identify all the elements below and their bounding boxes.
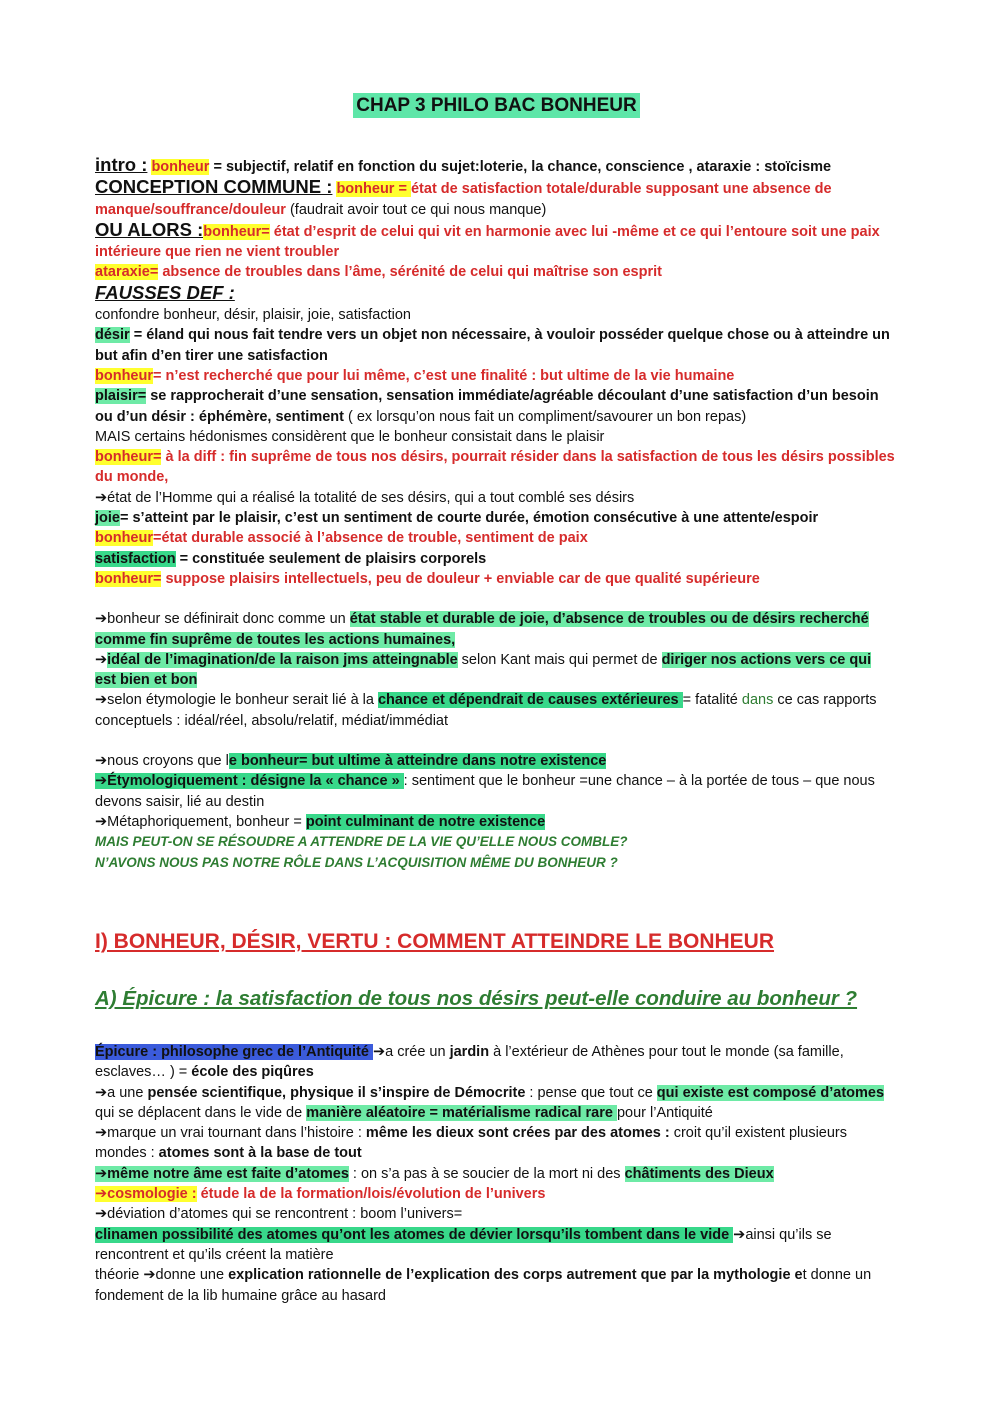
conception-label: CONCEPTION COMMUNE : (95, 176, 333, 198)
e7-highlight: clinamen possibilité des atomes qu’ont les atomes de dévier lorsqu’ils tombent dans le vide (95, 1226, 734, 1243)
bonheur3-def: =état durable associé à l’absence de trouble, sentiment de paix (153, 530, 588, 547)
plaisir-def: se rapprocherait d’une sensation, sensation immédiate/agréable découlant d’une satisfaction d’un besoin ou d’un désir : éphémère, sentiment (95, 388, 879, 425)
oualors-line (95, 220, 895, 263)
def1-highlight: état stable et durable de joie, d’absence de troubles ou de désirs recherché comme fin suprême de toutes les actions humaines, (95, 611, 869, 648)
oualors-label: OU ALORS : (95, 218, 204, 240)
bonheur2-line (95, 447, 895, 488)
plaisir-rest: ( ex lorsqu’on nous fait un compliment/savourer un bon repas) (343, 408, 747, 425)
e2-highlight: qui existe est composé d’atomes (656, 1084, 885, 1101)
e8-a: théorie ➔donne une (95, 1267, 229, 1284)
epicure-line-3 (95, 1123, 900, 1164)
epicure-line-6: ➔déviation d’atomes qui se rencontrent : boom l’univers= (95, 1206, 463, 1223)
c1-highlight: e bonheur= but ultime à atteindre dans notre existence (228, 753, 607, 770)
e1-a: ➔a crée un (372, 1044, 450, 1060)
epicure-section (95, 1042, 900, 1306)
epicure-line-4 (95, 1164, 900, 1184)
desir-term: désir (95, 327, 130, 344)
bonheur1-term: bonheur (95, 367, 153, 384)
ataraxie-line (95, 262, 895, 282)
e4-highlight: ➔même notre âme est faite d’atomes (95, 1165, 349, 1182)
conception-def: état de satisfaction totale/durable supposant une absence de manque/souffrance/douleur (95, 181, 832, 218)
def2-highlight2: diriger nos actions vers ce qui est bien et bon (95, 651, 872, 689)
e8-b: explication rationnelle de l’explication des corps autrement que par la mythologie e (228, 1267, 803, 1284)
epicure-line-1 (95, 1042, 900, 1083)
mais-line: MAIS certains hédonismes considèrent que le bonheur consistait dans le plaisir (95, 428, 605, 445)
desir-line (95, 325, 895, 366)
e1-b: jardin (449, 1044, 490, 1060)
fausses-heading (95, 283, 895, 305)
def3-rest: ce cas rapports conceptuels : idéal/réel, absolu/relatif, médiat/immédiat (95, 692, 877, 729)
bonheur2-term: bonheur= (95, 449, 162, 466)
intro-label: intro : (95, 154, 148, 175)
ataraxie-term: ataraxie= (95, 264, 159, 281)
e4-a: : on s’a pas à se soucier de la mort ni des (348, 1165, 625, 1182)
c2-highlight: ➔Étymologiquement : désigne la « chance » (95, 773, 404, 790)
etat-line: ➔état de l’Homme qui a réalisé la totalité de ses désirs, qui a tout comblé ses désirs (95, 489, 635, 506)
spacer (95, 589, 895, 609)
e1-d: école des piqûres (191, 1064, 314, 1081)
c3-pre: ➔Métaphoriquement, bonheur = (95, 813, 306, 830)
e1-c: à l’extérieur de Athènes pour tout le monde (sa famille, esclaves… ) = (95, 1044, 844, 1081)
def3-highlight: chance et dépendrait de causes extérieures (377, 692, 683, 709)
joie-line (95, 508, 895, 528)
bonheur1-def: = n’est recherché que pour lui même, c’est une finalité : but ultime de la vie humaine (153, 367, 735, 384)
plaisir-line (95, 386, 895, 427)
desir-def: = éland qui nous fait tendre vers un objet non nécessaire, à vouloir posséder quelque chose ou à atteindre un but afin d’en tirer une satisfaction (95, 327, 890, 364)
plaisir-term: plaisir= (95, 388, 147, 405)
croyons-2 (95, 771, 895, 812)
question-2: N’AVONS NOUS PAS NOTRE RÔLE DANS L’ACQUISITION MÊME DU BONHEUR ? (95, 854, 618, 870)
def2-highlight: idéal de l’imagination/de la raison jms atteingnable (107, 651, 458, 668)
e7-a: ➔ainsi qu’ils se rencontrent et qu’ils créent la matière (95, 1226, 832, 1263)
document-title-wrap (0, 95, 993, 117)
e3-c: croit qu’il existent plusieurs mondes : (95, 1125, 848, 1162)
e2-highlight2: manière aléatoire = matérialisme radical rare (306, 1104, 617, 1121)
satisfaction-term: satisfaction (95, 550, 176, 567)
epicure-line-8 (95, 1265, 900, 1306)
question-1: MAIS PEUT-ON SE RÉSOUDRE A ATTENDRE DE LA VIE QU’ELLE NOUS COMBLE? (95, 834, 628, 850)
e1-highlight: Épicure : philosophe grec de l’Antiquité (95, 1044, 373, 1060)
intro-text: = subjectif, relatif en fonction du sujet:loterie, la chance, conscience , ataraxie : stoïcisme (209, 159, 832, 175)
conception-line (95, 177, 895, 220)
e5-red: étude la de la formation/lois/évolution de l’univers (196, 1186, 546, 1203)
bonheur4-def: suppose plaisirs intellectuels, peu de douleur + enviable car de que qualité supérieure (161, 570, 760, 587)
bonheur4-line (95, 569, 895, 589)
joie-def: = s’atteint par le plaisir, c’est un sentiment de courte durée, émotion consécutive à une attente/espoir (119, 510, 819, 527)
e2-b: pensée scientifique, physique il s’inspire de Démocrite (147, 1084, 526, 1101)
def3-green: dans (741, 692, 774, 709)
def3-pre: ➔selon étymologie le bonheur serait lié à la (95, 692, 378, 709)
joie-term: joie (95, 510, 120, 527)
epicure-line-2 (95, 1083, 900, 1124)
definition-2 (95, 650, 895, 691)
def2-mid: selon Kant mais qui permet de (457, 651, 662, 668)
document-title: CHAP 3 PHILO BAC BONHEUR (353, 93, 639, 118)
c3-highlight: point culminant de notre existence (305, 813, 546, 830)
e3-a: ➔marque un vrai tournant dans l’histoire : (95, 1125, 366, 1142)
bonheur2-def: à la diff : fin suprême de tous nos désirs, pourrait résider dans la satisfaction de tous les désirs possibles du monde, (95, 449, 895, 486)
oualors-def: état d’esprit de celui qui vit en harmonie avec lui -même et ce qui l’entoure soit une paix intérieure que rien ne vient troubler (95, 223, 880, 261)
spacer (95, 731, 895, 751)
ataraxie-def: absence de troubles dans l’âme, sérénité de celui qui maîtrise son esprit (158, 264, 662, 281)
satisfaction-line (95, 549, 895, 569)
intro-line (95, 155, 895, 177)
intro-term: bonheur (151, 159, 210, 175)
bonheur3-line (95, 528, 895, 548)
oualors-term: bonheur= (203, 223, 270, 240)
conception-term: bonheur = (336, 181, 411, 198)
def2-pre: ➔ (95, 651, 108, 668)
epicure-line-5 (95, 1184, 900, 1204)
epicure-line-7 (95, 1225, 900, 1266)
croyons-1 (95, 751, 895, 771)
e2-a: ➔a une (95, 1084, 148, 1101)
def1-pre: ➔bonheur se définirait donc comme un (95, 611, 350, 628)
c1-pre: ➔nous croyons que l (95, 753, 229, 770)
heading-part-1: I) BONHEUR, DÉSIR, VERTU : COMMENT ATTEINDRE LE BONHEUR (95, 930, 775, 953)
def3-mid: = fatalité (682, 692, 742, 709)
c2-rest: : sentiment que le bonheur =une chance – à la portée de tous – que nous devons saisir, lié au destin (95, 773, 875, 810)
e2-c: : pense que tout ce (525, 1084, 657, 1101)
e3-d: atomes sont à la base de tout (158, 1145, 362, 1162)
bonheur4-term: bonheur= (95, 570, 162, 587)
croyons-3 (95, 812, 895, 832)
satisfaction-def: = constituée seulement de plaisirs corporels (175, 550, 487, 567)
definition-1 (95, 609, 895, 650)
e8-c: t donne un fondement de la lib humaine grâce au hasard (95, 1267, 872, 1304)
e2-d: qui se déplacent dans le vide de (95, 1104, 307, 1121)
fausses-label: FAUSSES DEF : (95, 281, 235, 303)
e2-e: pour l’Antiquité (616, 1104, 713, 1121)
heading-section-a: A) Épicure : la satisfaction de tous nos désirs peut-elle conduire au bonheur ? (95, 987, 858, 1010)
bonheur1-line (95, 366, 895, 386)
fausses-line1: confondre bonheur, désir, plaisir, joie, satisfaction (95, 307, 411, 324)
intro-section (95, 155, 895, 873)
e4-highlight2: châtiments des Dieux (624, 1165, 774, 1182)
e3-b: même les dieux sont crées par des atomes : (365, 1125, 670, 1142)
conception-rest: (faudrait avoir tout ce qui nous manque) (285, 201, 547, 218)
e5-highlight: ➔cosmologie : (95, 1186, 197, 1203)
bonheur3-term: bonheur (95, 530, 153, 547)
definition-3 (95, 690, 895, 731)
